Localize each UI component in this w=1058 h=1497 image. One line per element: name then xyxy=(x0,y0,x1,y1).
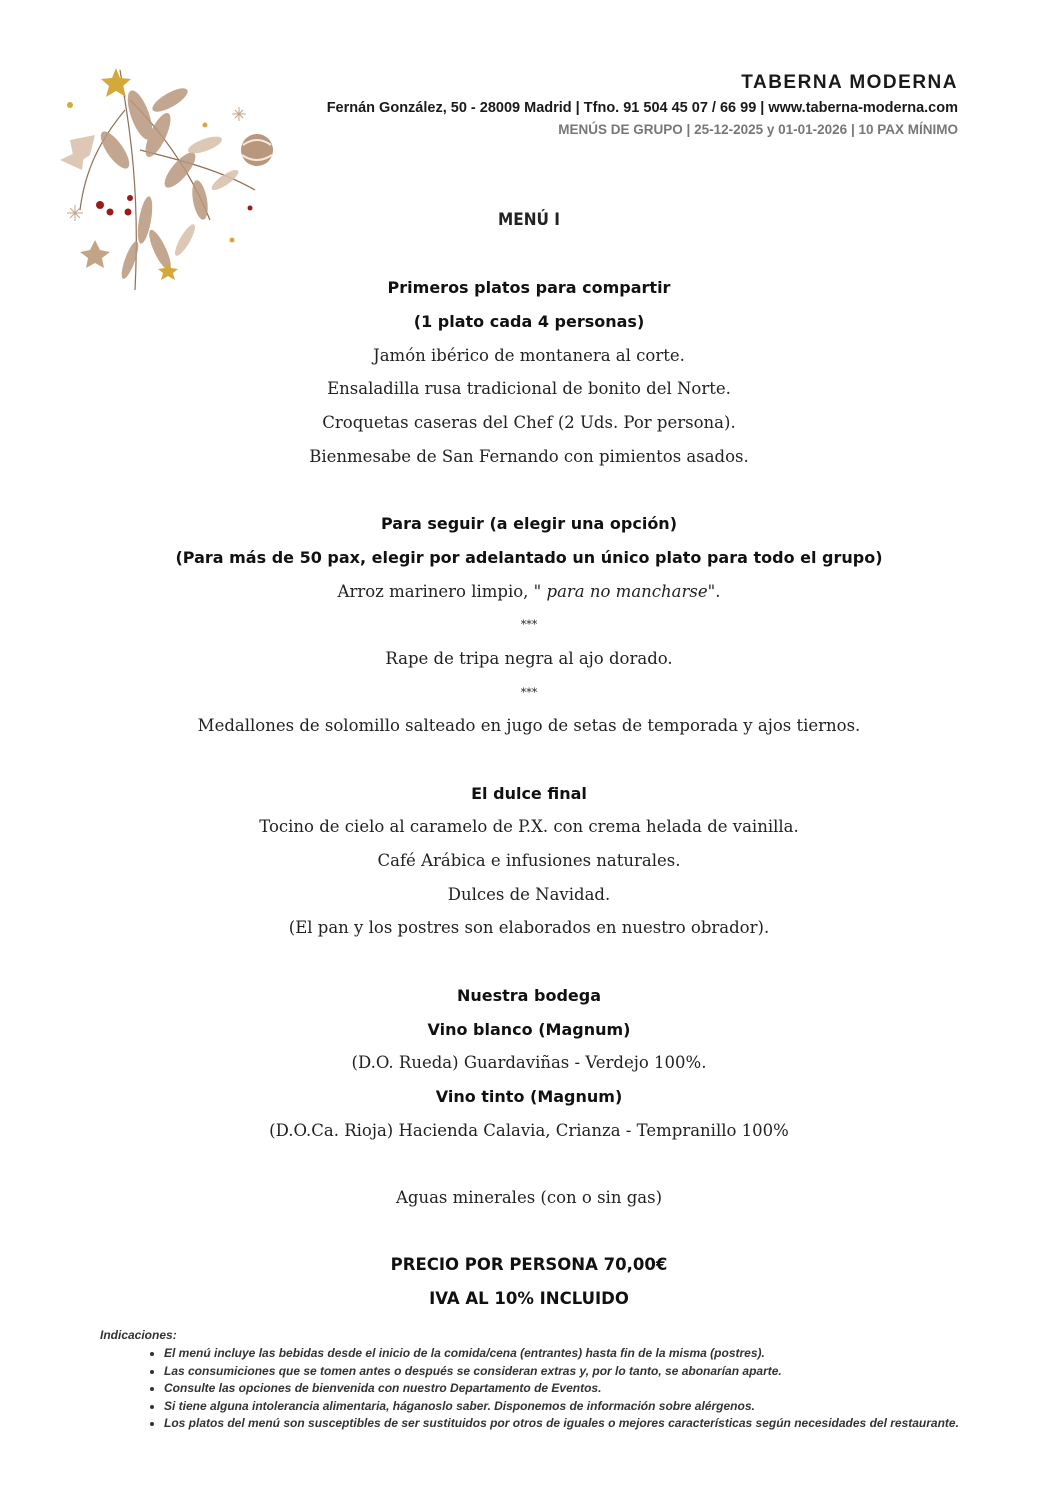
option-separator: *** xyxy=(520,618,538,632)
dessert-item: (El pan y los postres son elaborados en nuestro obrador). xyxy=(288,918,770,938)
main-option-rice: Arroz marinero limpio, " para no mancharse". xyxy=(337,581,721,601)
price-per-person: PRECIO POR PERSONA 70,00€ xyxy=(390,1255,668,1275)
dessert-heading: El dulce final xyxy=(471,783,587,803)
dessert-item: Café Arábica e infusiones naturales. xyxy=(377,851,681,871)
starter-item: Ensaladilla rusa tradicional de bonito del Norte. xyxy=(327,379,731,399)
mains-subheading: (Para más de 50 pax, elegir por adelantado un único plato para todo el grupo) xyxy=(175,547,883,567)
indication-item: • Los platos del menú son susceptibles de ser sustituidos por otros de iguales o mejores características según necesidades del restaurante. xyxy=(164,1416,960,1431)
option-separator: *** xyxy=(520,685,538,699)
dessert-item: Tocino de cielo al caramelo de P.X. con crema helada de vainilla. xyxy=(259,817,799,837)
mains-heading: Para seguir (a elegir una opción) xyxy=(380,514,678,534)
starter-item: Bienmesabe de San Fernando con pimientos asados. xyxy=(309,446,749,466)
starter-item: Jamón ibérico de montanera al corte. xyxy=(373,345,685,365)
vat-included: IVA AL 10% INCLUIDO xyxy=(429,1289,629,1308)
wine-heading: Nuestra bodega xyxy=(456,985,602,1005)
white-wine-item: (D.O. Rueda) Guardaviñas - Verdejo 100%. xyxy=(351,1053,707,1073)
menu-body xyxy=(0,204,1058,1316)
red-wine-item: (D.O.Ca. Rioja) Hacienda Calavia, Crianza - Tempranillo 100% xyxy=(269,1120,789,1140)
indication-item: • Si tiene alguna intolerancia alimentaria, háganoslo saber. Disponemos de información sobre alérgenos. xyxy=(164,1399,960,1414)
white-wine-heading: Vino blanco (Magnum) xyxy=(427,1019,631,1039)
menu-title: MENÚ I xyxy=(498,210,560,230)
dessert-item: Dulces de Navidad. xyxy=(447,884,611,904)
water-item: Aguas minerales (con o sin gas) xyxy=(395,1187,663,1207)
indications-list xyxy=(100,1346,960,1431)
restaurant-name: TABERNA MODERNA xyxy=(741,72,958,93)
indication-item: • Consulte las opciones de bienvenida con nuestro Departamento de Eventos. xyxy=(164,1381,960,1396)
main-option-monkfish: Rape de tripa negra al ajo dorado. xyxy=(385,648,673,668)
red-wine-heading: Vino tinto (Magnum) xyxy=(435,1086,623,1106)
indications-heading: Indicaciones: xyxy=(100,1328,177,1342)
indication-item: • Las consumiciones que se tomen antes o después se consideran extras y, por lo tanto, se abonarían aparte. xyxy=(164,1364,960,1379)
starter-item: Croquetas caseras del Chef (2 Uds. Por persona). xyxy=(322,413,736,433)
menu-subtitle: MENÚS DE GRUPO | 25-12-2025 y 01-01-2026 | 10 PAX MÍNIMO xyxy=(558,122,958,137)
starters-subheading: (1 plato cada 4 personas) xyxy=(413,312,645,332)
restaurant-header xyxy=(327,72,958,137)
indications xyxy=(100,1328,960,1434)
main-option-sirloin: Medallones de solomillo salteado en jugo de setas de temporada y ajos tiernos. xyxy=(197,716,861,736)
restaurant-address: Fernán González, 50 - 28009 Madrid | Tfno. 91 504 45 07 / 66 99 | www.taberna-moderna.com xyxy=(326,100,958,116)
starters-heading: Primeros platos para compartir xyxy=(387,278,671,298)
indication-item: • El menú incluye las bebidas desde el inicio de la comida/cena (entrantes) hasta fin de la misma (postres). xyxy=(164,1346,960,1361)
